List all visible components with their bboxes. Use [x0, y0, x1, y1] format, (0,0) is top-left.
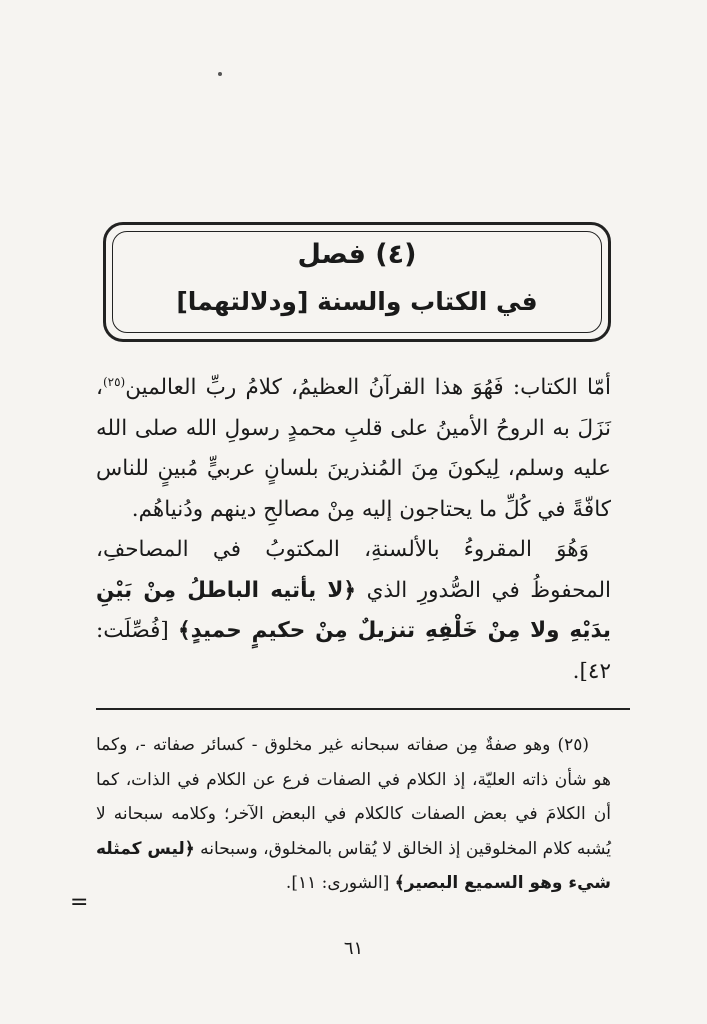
footnote	[96, 728, 611, 901]
footnote-reference: (٢٥)	[102, 374, 126, 389]
footnote-text: (٢٥) وهو صفةٌ مِن صفاته سبحانه غير مخلوق - كسائر صفاته -، وكما هو شأن ذاته العليّة، إذ الكلام في الصفات فرع عن الكلام في الذات، كما أن الكلامَ في بعض الصفات كالكلام في البعض الآخر؛ وكلامه سبحانه لا يُشبه كلام المخلوقين إذ الخالق لا يُقاس بالمخلوق، وسبحانه	[96, 735, 611, 859]
footnote-separator	[96, 708, 630, 710]
quran-verse: ﴿لا يأتيه الباطلُ مِنْ بَيْنِ يدَيْهِ ولا مِنْ خَلْفِهِ تنزيلٌ مِنْ حكيمٍ حميدٍ﴾	[96, 577, 611, 643]
paragraph-1	[96, 368, 611, 530]
chapter-title-box	[103, 222, 611, 342]
paragraph-1-continuation: ، نَزَلَ به الروحُ الأمينُ على قلبِ محمدٍ رسولِ الله صلى الله عليه وسلم، لِيكونَ مِنَ المُنذرينَ بلسانٍ عربيٍّ مُبينٍ للناس كافّةً في كُلِّ ما يحتاجون إليه مِنْ مصالحِ دينهم ودُنياهُم.	[96, 375, 611, 522]
ink-speck	[218, 72, 222, 76]
footnote-paragraph	[96, 728, 611, 901]
footnote-quran-verse: ﴿ليس كمثله شيء وهو السميع البصير﴾	[96, 838, 611, 893]
footnote-citation: [الشورى: ١١].	[285, 873, 390, 893]
page-number: ٦١	[343, 938, 364, 959]
chapter-title: (٤) فصل	[297, 239, 417, 270]
verse-citation: [فُصِّلَت: ٤٢].	[96, 618, 611, 684]
paragraph-2-text: وَهُوَ المقروءُ بالألسنةِ، المكتوبُ في المصاحفِ، المحفوظُ في الصُّدورِ الذي	[96, 537, 611, 603]
paragraph-2	[96, 530, 611, 692]
chapter-subtitle: في الكتاب والسنة [ودلالتهما]	[176, 287, 538, 316]
main-body-text	[96, 368, 611, 692]
margin-mark: =	[70, 890, 89, 915]
paragraph-1-text: أمّا الكتاب: فَهُوَ هذا القرآنُ العظيمُ، كلامُ ربِّ العالمين	[125, 375, 611, 400]
